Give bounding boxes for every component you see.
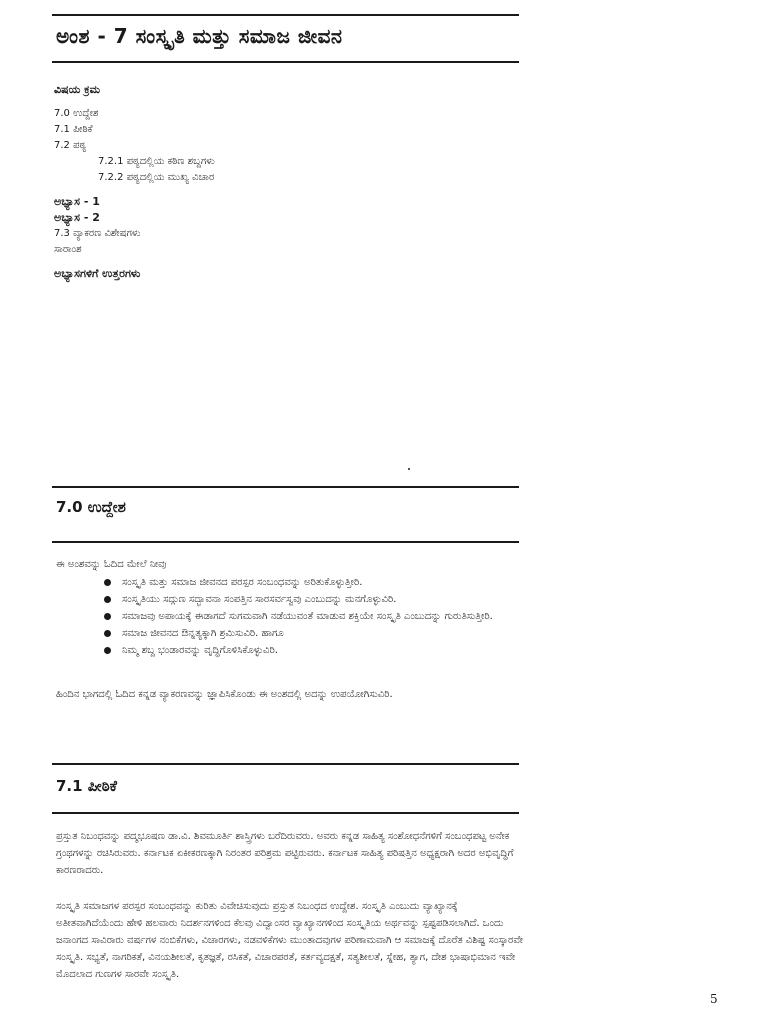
section-71-title: 7.1 ಪೀಠಿಕೆ bbox=[56, 777, 117, 795]
section-70-bottom-rule bbox=[52, 541, 519, 543]
section-71-top-rule bbox=[52, 763, 519, 765]
toc-subitem: 7.2.2 ಪಠ್ಯದಲ್ಲಿಯ ಮುಖ್ಯ ವಿಚಾರ bbox=[98, 172, 215, 183]
header-top-rule bbox=[52, 14, 519, 16]
toc-heading: ವಿಷಯ ಕ್ರಮ bbox=[54, 83, 101, 96]
toc-item: 7.2 ಪಠ್ಯ bbox=[54, 140, 87, 151]
toc-item: 7.0 ಉದ್ದೇಶ bbox=[54, 108, 99, 119]
section-70-title: 7.0 ಉದ್ದೇಶ bbox=[56, 498, 126, 516]
page-number: 5 bbox=[710, 992, 718, 1006]
scan-speck bbox=[408, 468, 410, 470]
chapter-title: ಅಂಶ - 7 ಸಂಸ್ಕೃತಿ ಮತ್ತು ಸಮಾಜ ಜೀವನ bbox=[56, 24, 343, 48]
section-70-outro: ಹಿಂದಿನ ಭಾಗದಲ್ಲಿ ಓದಿದ ಕನ್ನಡ ವ್ಯಾಕರಣವನ್ನು ಜ್ಞಾಪಿಸಿಕೊಂಡು ಈ ಅಂಶದಲ್ಲಿ ಅದನ್ನು ಉಪಯೋಗಿಸುವಿರಿ. bbox=[56, 689, 393, 700]
objective-item: ಸಂಸ್ಕೃತಿಯು ಸದ್ಗುಣ ಸದ್ಭಾವನಾ ಸಂಪತ್ತಿನ ಸಾರಸರ್ವಸ್ವವು ಎಂಬುದನ್ನು ಮನಗೊಳ್ಳುವಿರಿ. bbox=[104, 591, 534, 608]
table-of-contents bbox=[54, 82, 215, 282]
header-bottom-rule bbox=[52, 61, 519, 63]
toc-item: ಅಭ್ಯಾಸ - 2 bbox=[54, 211, 100, 224]
toc-item: 7.1 ಪೀಠಿಕೆ bbox=[54, 124, 93, 135]
section-71-bottom-rule bbox=[52, 812, 519, 814]
toc-item: ಸಾರಾಂಶ bbox=[54, 244, 82, 255]
toc-item: 7.3 ವ್ಯಾಕರಣ ವಿಶೇಷಗಳು bbox=[54, 228, 141, 239]
toc-item: ಅಭ್ಯಾಸ - 1 bbox=[54, 195, 100, 208]
toc-subitem: 7.2.1 ಪಠ್ಯದಲ್ಲಿಯ ಕಠಿಣ ಶಬ್ದಗಳು bbox=[98, 156, 215, 167]
toc-answers-heading: ಅಭ್ಯಾಸಗಳಿಗೆ ಉತ್ತರಗಳು bbox=[54, 267, 141, 280]
section-71-paragraph-1: ಪ್ರಸ್ತುತ ನಿಬಂಧವನ್ನು ಪದ್ಮಭೂಷಣ ಡಾ.ವಿ. ಶಿವಮೂರ್ತಿ ಶಾಸ್ತ್ರಿಗಳು ಬರೆದಿರುವರು. ಅವರು ಕನ್ನಡ ಸಾಹಿತ್ಯ ಸಂಶೋಧನೆಗಳಿಗೆ ಸಂಬಂಧಪಟ್ಟ ಅನೇಕ ಗ್ರಂಥಗಳನ್ನು ರಚಿಸಿರುವರು. ಕರ್ನಾಟಕ ಏಕೀಕರಣಕ್ಕಾಗಿ ನಿರಂತರ ಪರಿಶ್ರಮ ಪಟ್ಟಿರುವರು. ಕರ್ನಾಟಕ ಸಾಹಿತ್ಯ ಪರಿಷತ್ತಿನ ಅಧ್ಯಕ್ಷರಾಗಿ ಅದರ ಅಭಿವೃದ್ಧಿಗೆ ಕಾರಣರಾದರು. bbox=[56, 831, 514, 876]
section-70-top-rule bbox=[52, 486, 519, 488]
objectives-list bbox=[104, 574, 534, 659]
objective-item: ಸಮಾಜ ಜೀವನದ ಔನ್ನತ್ಯಕ್ಕಾಗಿ ಶ್ರಮಿಸುವಿರಿ. ಹಾಗೂ bbox=[104, 625, 534, 642]
objective-item: ಸಮಾಜವು ಅಪಾಯಕ್ಕೆ ಈಡಾಗದೆ ಸುಗಮವಾಗಿ ನಡೆಯುವಂತೆ ಮಾಡುವ ಶಕ್ತಿಯೇ ಸಂಸ್ಕೃತಿ ಎಂಬುದನ್ನು ಗುರುತಿಸುತ್ತೀರಿ. bbox=[104, 608, 534, 625]
objective-item: ನಿಮ್ಮ ಶಬ್ದ ಭಂಡಾರವನ್ನು ವೃದ್ಧಿಗೊಳಿಸಿಕೊಳ್ಳುವಿರಿ. bbox=[104, 642, 534, 659]
section-71-paragraph-2: ಸಂಸ್ಕೃತಿ ಸಮಾಜಗಳ ಪರಸ್ಪರ ಸಂಬಂಧವನ್ನು ಕುರಿತು ವಿವೇಚಿಸುವುದು ಪ್ರಸ್ತುತ ನಿಬಂಧದ ಉದ್ದೇಶ. ಸಂಸ್ಕೃತಿ ಎಂಬುದು ವ್ಯಾಖ್ಯಾನಕ್ಕೆ ಅತೀತವಾಗಿದೆಯೆಂದು ಹೇಳಿ ಹಲವಾರು ನಿದರ್ಶನಗಳಿಂದ ಕೆಲವು ವಿದ್ವಾಂಸರ ವ್ಯಾಖ್ಯಾನಗಳಿಂದ ಸಂಸ್ಕೃತಿಯ ಅರ್ಥವನ್ನು ಸ್ಪಷ್ಟಪಡಿಸಲಾಗಿದೆ. ಒಂದು ಜನಾಂಗದ ಸಾವಿರಾರು ವರ್ಷಗಳ ನಂಬಿಕೆಗಳು, ವಿಚಾರಗಳು, ನಡವಳಿಕೆಗಳು ಮುಂತಾದವುಗಳ ಪರಿಣಾಮವಾಗಿ ಆ ಸಮಾಜಕ್ಕೆ ದೊರೆತ ವಿಶಿಷ್ಟ ಸಂಸ್ಕಾರವೇ ಸಂಸ್ಕೃತಿ. ಸಭ್ಯತೆ, ನಾಗರಿಕತೆ, ವಿನಯಶೀಲತೆ, ಕೃತಜ್ಞತೆ, ರಸಿಕತೆ, ವಿಚಾರಪರತೆ, ಕರ್ತವ್ಯದಕ್ಷತೆ, ಸತ್ಯಶೀಲತೆ, ಸ್ನೇಹ, ತ್ಯಾಗ, ದೇಶ ಭಾಷಾಭಿಮಾನ ಇವೇ ಮೊದಲಾದ ಗುಣಗಳ ಸಾರವೇ ಸಂಸ್ಕೃತಿ. bbox=[56, 901, 524, 980]
objective-item: ಸಂಸ್ಕೃತಿ ಮತ್ತು ಸಮಾಜ ಜೀವನದ ಪರಸ್ಪರ ಸಂಬಂಧವನ್ನು ಅರಿತುಕೊಳ್ಳುತ್ತೀರಿ. bbox=[104, 574, 534, 591]
section-70-intro: ಈ ಅಂಶವನ್ನು ಓದಿದ ಮೇಲೆ ನೀವು bbox=[56, 559, 167, 570]
